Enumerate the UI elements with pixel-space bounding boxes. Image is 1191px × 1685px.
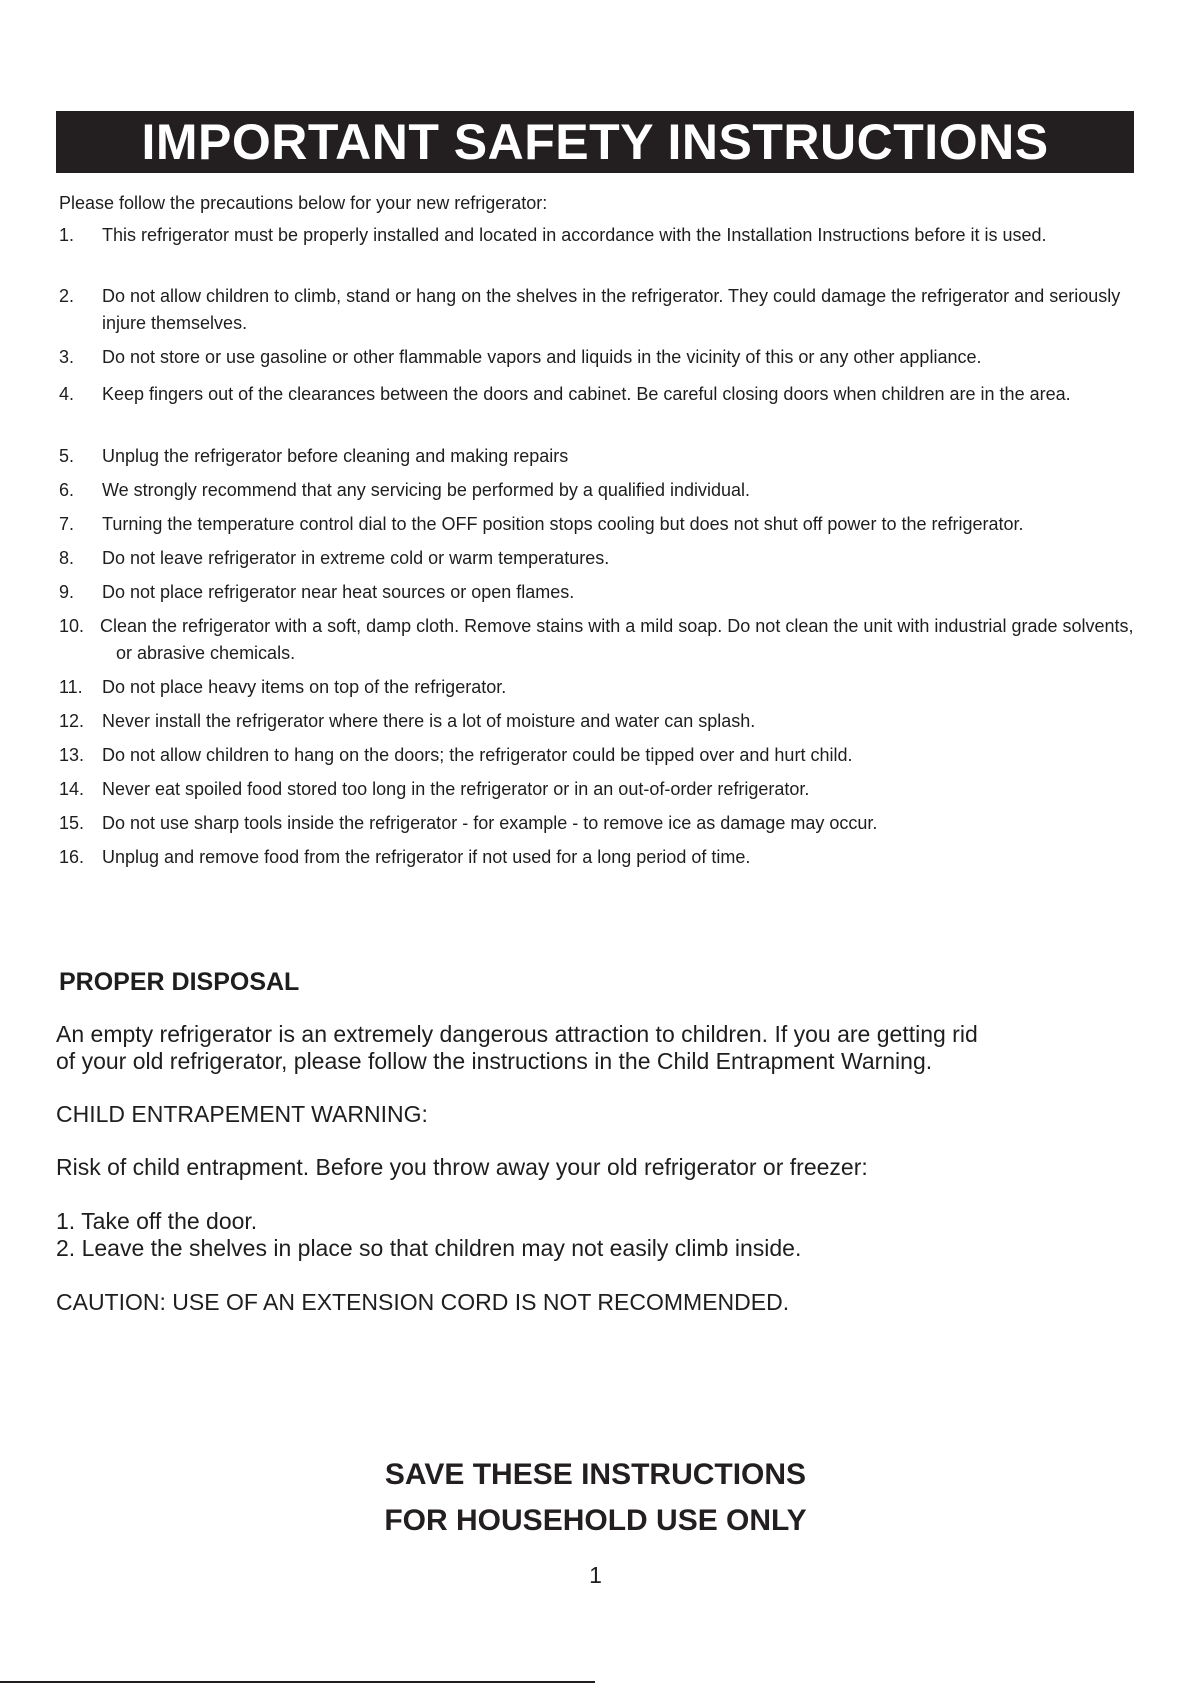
item-text: Turning the temperature control dial to the OFF position stops cooling but does not shut off power to the refrigerator. — [102, 514, 1024, 534]
item-number: 4. — [59, 384, 75, 404]
item-number: 15. — [59, 813, 85, 833]
item-number: 10. — [59, 616, 85, 636]
page-number: 1 — [589, 1562, 602, 1588]
child-entrapment-warning-heading: CHILD ENTRAPEMENT WARNING: — [56, 1101, 428, 1127]
household-use-heading: FOR HOUSEHOLD USE ONLY — [384, 1504, 807, 1537]
item-text: Do not allow children to hang on the doors; the refrigerator could be tipped over and hurt child. — [102, 745, 853, 765]
item-text: Never eat spoiled food stored too long in the refrigerator or in an out-of-order refrigerator. — [102, 779, 810, 799]
disposal-step-1: 1. Take off the door. — [56, 1208, 258, 1234]
item-text: This refrigerator must be properly installed and located in accordance with the Installation Instructions before it is used. — [102, 225, 1047, 245]
item-text: Do not use sharp tools inside the refrigerator - for example - to remove ice as damage may occur. — [102, 813, 878, 833]
item-number: 12. — [59, 711, 85, 731]
risk-text: Risk of child entrapment. Before you throw away your old refrigerator or freezer: — [56, 1154, 868, 1180]
item-text: Do not place heavy items on top of the refrigerator. — [102, 677, 507, 697]
item-text: Unplug the refrigerator before cleaning and making repairs — [102, 446, 569, 466]
item-number: 11. — [59, 677, 83, 697]
item-number: 3. — [59, 347, 75, 367]
item-number: 1. — [59, 225, 75, 245]
item-number: 9. — [59, 582, 75, 602]
item-text: Do not leave refrigerator in extreme cold or warm temperatures. — [102, 548, 610, 568]
bottom-divider — [0, 1681, 595, 1683]
disposal-paragraph-line2: of your old refrigerator, please follow the instructions in the Child Entrapment Warning. — [56, 1048, 933, 1074]
item-text: Keep fingers out of the clearances between the doors and cabinet. Be careful closing doors when children are in the area. — [102, 384, 1071, 404]
item-number: 2. — [59, 286, 75, 306]
item-number: 7. — [59, 514, 75, 534]
proper-disposal-heading: PROPER DISPOSAL — [59, 968, 300, 996]
item-number: 6. — [59, 480, 75, 500]
item-text: Do not allow children to climb, stand or hang on the shelves in the refrigerator. They could damage the refrigerator and seriously injure themselves. — [102, 286, 1121, 333]
item-text: Clean the refrigerator with a soft, damp cloth. Remove stains with a mild soap. Do not clean the unit with industrial grade solvents, or abrasive chemicals. — [100, 616, 1134, 663]
item-text: We strongly recommend that any servicing be performed by a qualified individual. — [102, 480, 750, 500]
page-title: IMPORTANT SAFETY INSTRUCTIONS — [56, 111, 1134, 173]
item-text: Never install the refrigerator where there is a lot of moisture and water can splash. — [102, 711, 756, 731]
item-number: 8. — [59, 548, 75, 568]
item-number: 5. — [59, 446, 75, 466]
disposal-step-2: 2. Leave the shelves in place so that children may not easily climb inside. — [56, 1235, 802, 1261]
intro-text: Please follow the precautions below for your new refrigerator: — [59, 193, 548, 213]
caution-text: CAUTION: USE OF AN EXTENSION CORD IS NOT RECOMMENDED. — [56, 1289, 790, 1315]
save-instructions-heading: SAVE THESE INSTRUCTIONS — [384, 1458, 807, 1491]
item-number: 13. — [59, 745, 85, 765]
item-text: Do not place refrigerator near heat sources or open flames. — [102, 582, 575, 602]
item-text: Unplug and remove food from the refrigerator if not used for a long period of time. — [102, 847, 751, 867]
disposal-paragraph-line1: An empty refrigerator is an extremely dangerous attraction to children. If you are getting rid — [56, 1021, 978, 1047]
item-number: 14. — [59, 779, 85, 799]
item-number: 16. — [59, 847, 85, 867]
item-text: Do not store or use gasoline or other flammable vapors and liquids in the vicinity of this or any other appliance. — [102, 347, 982, 367]
